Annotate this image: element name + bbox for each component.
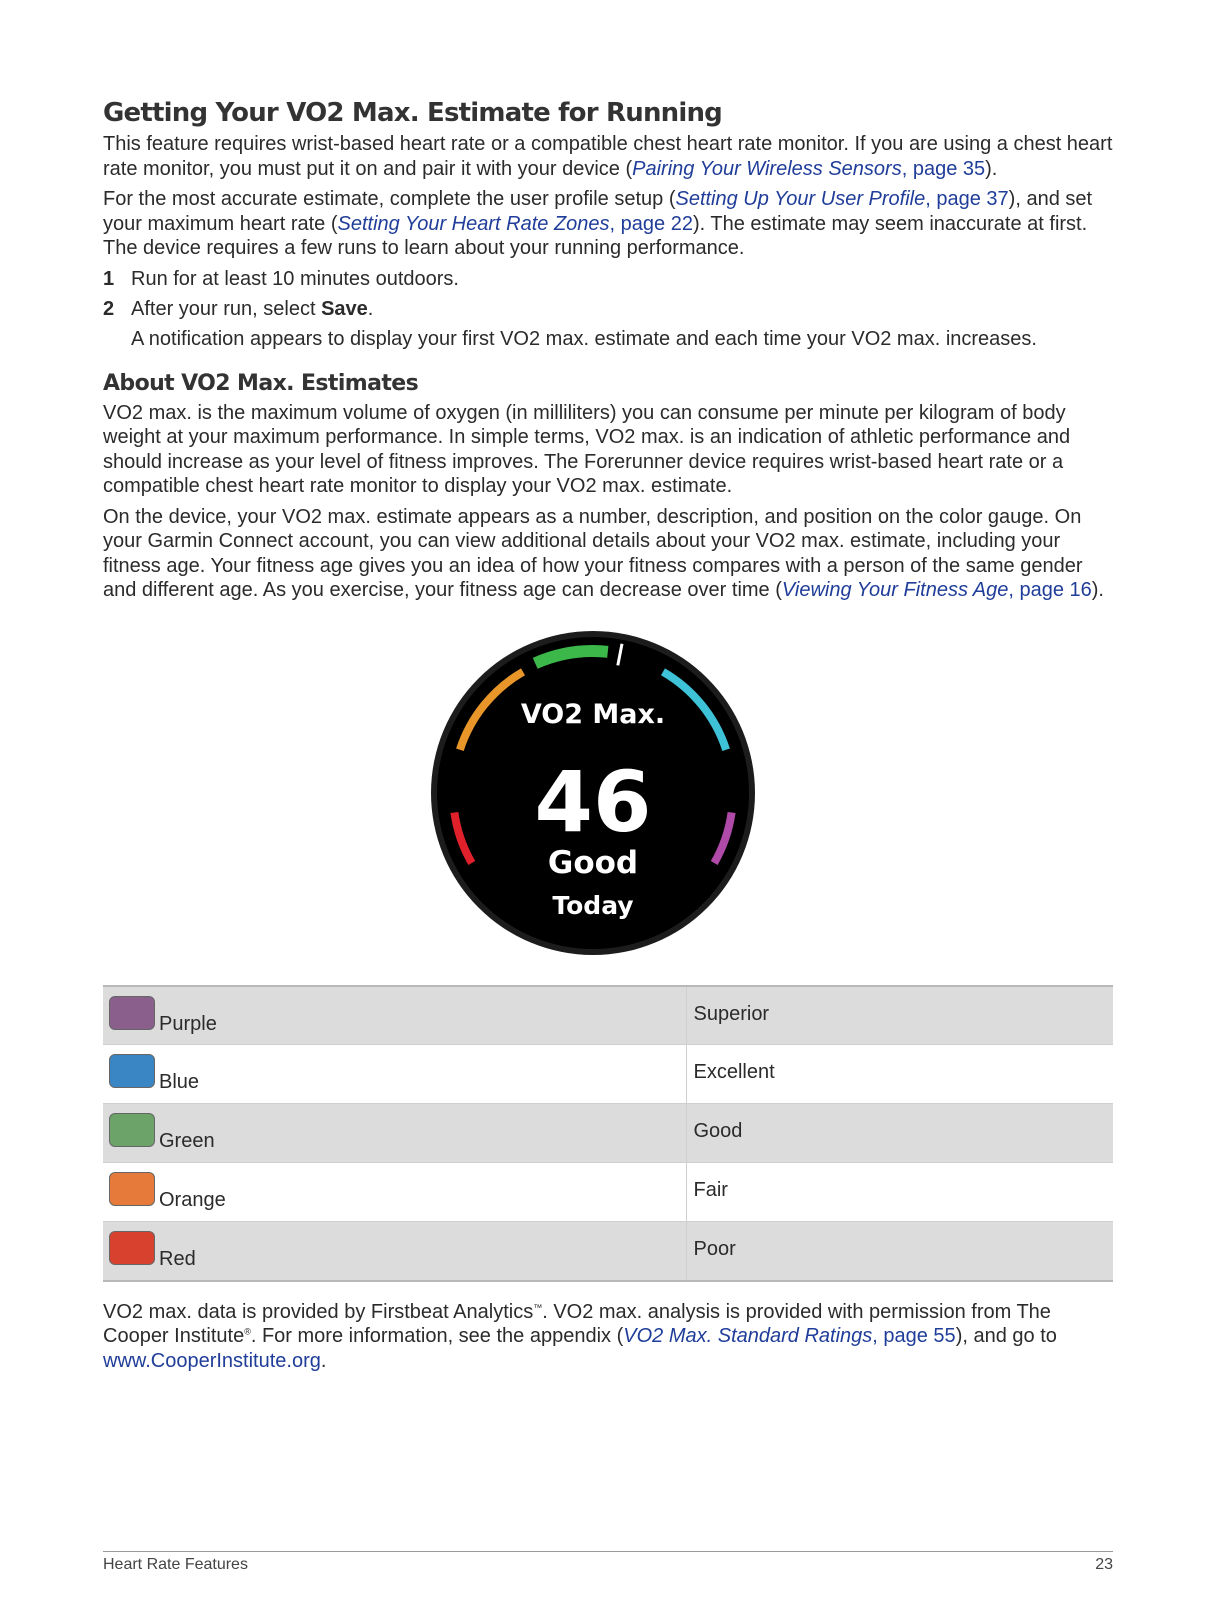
- vo2-timeframe: Today: [552, 890, 634, 920]
- rating-cell: Good: [686, 1104, 1113, 1163]
- rating-cell: Fair: [686, 1163, 1113, 1222]
- text: ).: [1091, 579, 1104, 601]
- manual-page: [103, 96, 1113, 1379]
- section-title-about-vo2: About VO2 Max. Estimates: [103, 370, 419, 396]
- step-number: 1: [103, 267, 115, 290]
- link-page: , page 16: [1008, 579, 1092, 601]
- text: ), and set your maximum heart rate (: [103, 188, 1093, 235]
- text: On the device, your VO2 max. estimate appears as a number, description, and position on the color gauge. On your Garmin Connect account, you can view additional details about your VO2 max. estimate, including your fitness age. Your fitness age gives you an idea of how your fitness compares with a person of the same gender and different age. As you exercise, your fitness age can decrease over time (: [103, 505, 1083, 601]
- paragraph-requirements: [103, 132, 1113, 181]
- link-title: Pairing Your Wireless Sensors: [632, 157, 902, 180]
- text: This feature requires wrist-based heart rate or a compatible chest heart rate monitor. If you are using a chest heart rate monitor, you must put it on and pair it with your device (: [103, 133, 1113, 180]
- vo2-rating: Good: [547, 844, 639, 881]
- color-cell: [103, 1222, 686, 1281]
- link-pairing-sensors[interactable]: [632, 158, 985, 180]
- step-result-note: A notification appears to display your first VO2 max. estimate and each time your VO2 max. increases.: [131, 327, 1037, 350]
- step-item: [103, 267, 1113, 291]
- rating-cell: Poor: [686, 1222, 1113, 1281]
- link-fitness-age[interactable]: [782, 579, 1092, 601]
- color-swatch: [109, 1054, 155, 1088]
- rating-cell: Superior: [686, 986, 1113, 1045]
- table-row: [103, 986, 1113, 1045]
- link-cooper-institute-url[interactable]: www.CooperInstitute.org: [103, 1349, 321, 1372]
- text: .: [320, 1349, 327, 1372]
- page-footer: [103, 1551, 1113, 1574]
- rating-cell: Excellent: [686, 1045, 1113, 1104]
- table-row: [103, 1104, 1113, 1163]
- link-user-profile[interactable]: [675, 188, 1008, 210]
- watch-label: VO2 Max.: [520, 698, 666, 730]
- color-name: Purple: [159, 1012, 217, 1035]
- color-name: Green: [159, 1130, 215, 1152]
- steps-list: [103, 267, 1113, 321]
- trademark-mark: ™: [533, 1301, 543, 1312]
- color-cell: [103, 1045, 686, 1104]
- link-standard-ratings[interactable]: [623, 1325, 955, 1347]
- color-swatch: [109, 1113, 155, 1147]
- color-cell: [103, 1104, 686, 1163]
- watch-face: [103, 611, 1113, 971]
- footer-section-name: Heart Rate Features: [103, 1556, 248, 1573]
- link-page: , page 37: [925, 188, 1009, 210]
- text: ). The estimate may seem inaccurate at first. The device requires a few runs to learn about your running performance.: [103, 212, 1088, 259]
- step-text: .: [367, 297, 374, 320]
- watch-figure: [103, 611, 1113, 971]
- link-page: , page 35: [901, 157, 986, 180]
- color-swatch: [109, 1231, 155, 1265]
- color-rating-table: [103, 985, 1113, 1282]
- text: VO2 max. data is provided by Firstbeat Analytics: [103, 1300, 534, 1323]
- paragraph-vo2-definition: VO2 max. is the maximum volume of oxygen (in milliliters) you can consume per minute per kilogram of body weight at your maximum performance. In simple terms, VO2 max. is an indication of athletic performance and should increase as your level of fitness improves. The Forerunner device requires wrist-based heart rate or a compatible chest heart rate monitor to display your VO2 max. estimate.: [103, 401, 1071, 497]
- text: ).: [985, 157, 998, 180]
- table-row: [103, 1045, 1113, 1104]
- section-title-getting-vo2: Getting Your VO2 Max. Estimate for Running: [103, 98, 722, 128]
- color-cell: [103, 1163, 686, 1222]
- text: ), and go to: [955, 1325, 1057, 1347]
- link-title: Setting Up Your User Profile: [675, 188, 926, 210]
- gauge-marker: [618, 643, 622, 665]
- step-number: 2: [103, 297, 115, 320]
- registered-mark: ®: [244, 1326, 251, 1337]
- color-cell: [103, 986, 686, 1045]
- table-row: [103, 1163, 1113, 1222]
- link-heart-rate-zones[interactable]: [338, 213, 693, 235]
- step-text: After your run, select: [131, 297, 322, 320]
- text: For the most accurate estimate, complete the user profile setup (: [103, 188, 676, 210]
- step-item: [103, 297, 1113, 321]
- paragraph-accurate-estimate: [103, 187, 1113, 261]
- link-title: VO2 Max. Standard Ratings: [623, 1325, 873, 1347]
- paragraph-device-display: [103, 505, 1113, 603]
- color-swatch: [109, 1172, 155, 1206]
- link-title: Viewing Your Fitness Age: [781, 579, 1009, 601]
- step-text: Run for at least 10 minutes outdoors.: [131, 267, 459, 290]
- text: . VO2 max. analysis is provided with permission from The Cooper Institute: [103, 1300, 1051, 1347]
- save-command: Save: [321, 297, 368, 320]
- table-row: [103, 1222, 1113, 1281]
- text: . For more information, see the appendix (: [250, 1325, 624, 1347]
- link-page: , page 22: [609, 212, 693, 235]
- vo2-value: 46: [534, 752, 652, 851]
- color-name: Blue: [159, 1071, 200, 1093]
- footnote-attribution: [103, 1300, 1113, 1374]
- footer-page-number: 23: [1095, 1556, 1113, 1573]
- color-name: Orange: [159, 1189, 226, 1211]
- color-swatch: [109, 996, 155, 1030]
- color-name: Red: [159, 1248, 196, 1270]
- link-title: Setting Your Heart Rate Zones: [337, 212, 610, 235]
- link-page: , page 55: [872, 1325, 956, 1347]
